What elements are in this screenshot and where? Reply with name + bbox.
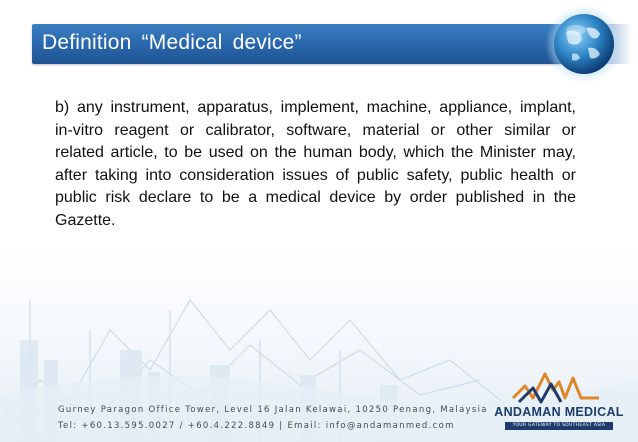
footer-address: Gurney Paragon Office Tower, Level 16 Jalan Kelawai, 10250 Penang, Malaysia <box>58 405 488 415</box>
company-logo <box>493 368 625 438</box>
logo-name: ANDAMAN MEDICAL <box>494 405 624 419</box>
logo-mark-icon <box>511 368 601 406</box>
definition-text: b) any instrument, apparatus, implement, machine, appliance, implant, in-vitro reagent or calibrator, software, material or other similar or related article, to be used on the human body, which the Minister may, after taking into consideration issues of public safety, public health or public risk declare to be a medical device by order published in the Gazette. <box>55 99 576 229</box>
title-bar <box>32 24 572 64</box>
footer-contact: Tel: +60.13.595.0027 / +60.4.222.8849 | Email: info@andamanmed.com <box>58 421 455 431</box>
logo-tagline: YOUR GATEWAY TO SOUTHEAST ASIA <box>505 422 613 430</box>
globe-icon <box>544 4 624 84</box>
slide-title: Definition “Medical device” <box>42 31 302 54</box>
